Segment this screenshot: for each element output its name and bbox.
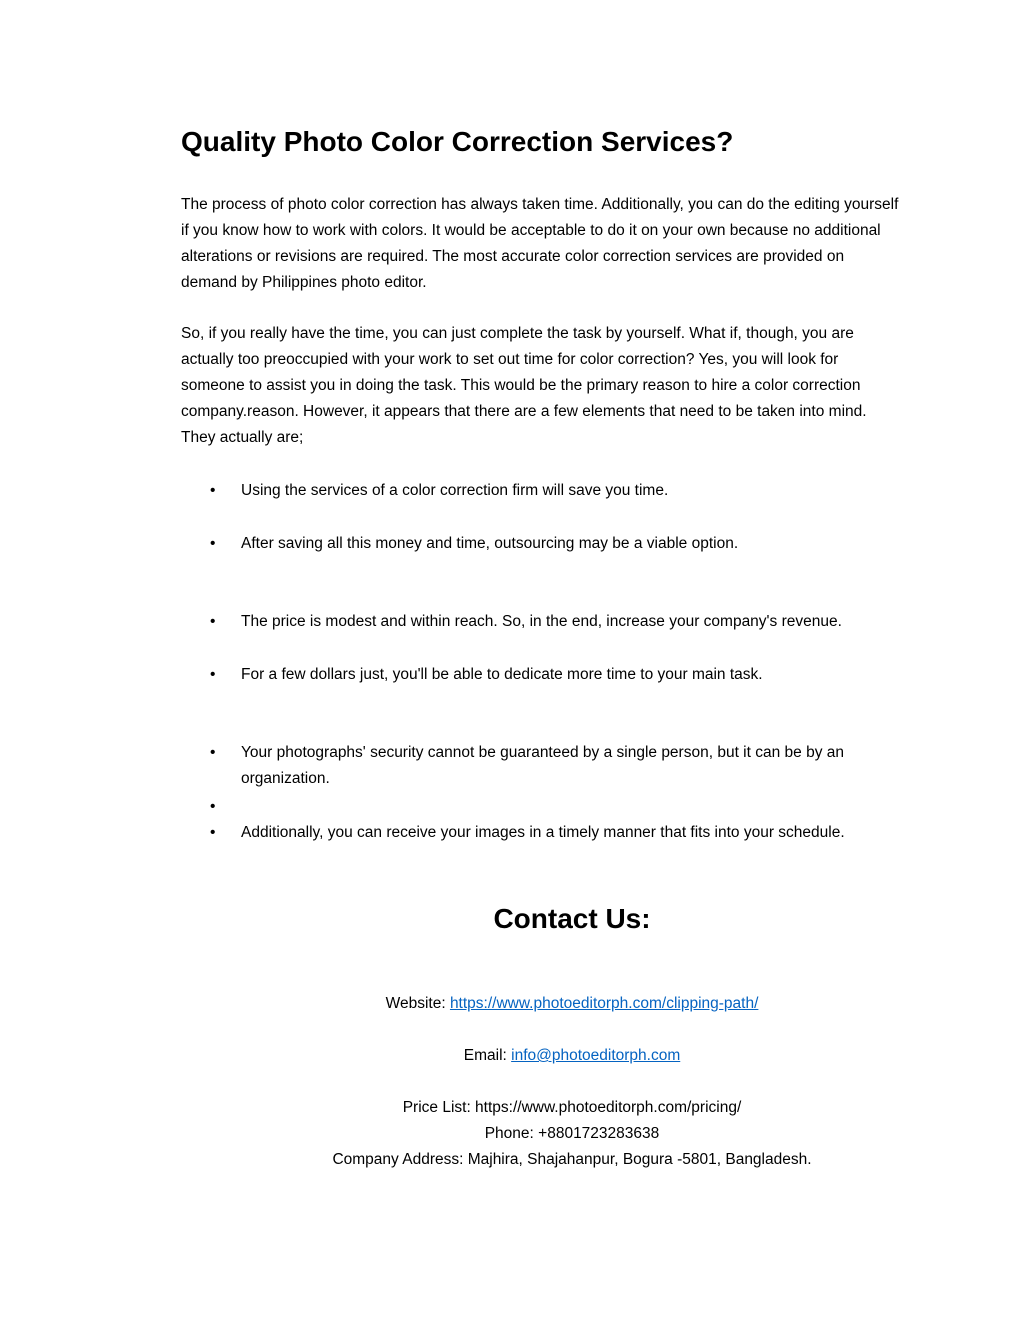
list-item-text: Additionally, you can receive your images in a timely manner that fits into your schedule. <box>241 824 845 841</box>
phone-line: Phone: +8801723283638 <box>484 1125 660 1142</box>
list-item-text: After saving all this money and time, outsourcing may be a viable option. <box>241 535 739 552</box>
bullet-icon: • <box>210 798 216 815</box>
bullet-icon: • <box>210 744 216 761</box>
website-link[interactable]: https://www.photoeditorph.com/clipping-path/ <box>449 995 759 1012</box>
contact-website-line <box>0 991 1024 1017</box>
contact-heading: Contact Us: <box>493 903 651 934</box>
contact-email-line <box>0 1043 1024 1069</box>
page-title: Quality Photo Color Correction Services? <box>181 126 734 157</box>
bullet-icon: • <box>210 666 216 683</box>
list-item-text: Your photographs' security cannot be guaranteed by a single person, but it can be by an organization. <box>241 744 844 787</box>
list-item-text: Using the services of a color correction firm will save you time. <box>241 482 669 499</box>
list-item-text: The price is modest and within reach. So, in the end, increase your company's revenue. <box>241 613 842 630</box>
list-item-text: For a few dollars just, you'll be able to dedicate more time to your main task. <box>241 666 763 683</box>
second-paragraph: So, if you really have the time, you can just complete the task by yourself. What if, though, you are actually too preoccupied with your work to set out time for color correction? Yes, you will look for someone to assist you in doing the task. This would be the primary reason to hire a color correction company.reason. However, it appears that there are a few elements that need to be taken into mind. They actually are; <box>181 325 867 446</box>
intro-paragraph: The process of photo color correction has always taken time. Additionally, you can do the editing yourself if you know how to work with colors. It would be acceptable to do it on your own because no additional alterations or revisions are required. The most accurate color correction services are provided on demand by Philippines photo editor. <box>181 196 899 291</box>
email-label: Email: <box>463 1047 512 1064</box>
price-list-line: Price List: https://www.photoeditorph.com/pricing/ <box>402 1099 742 1116</box>
bullet-icon: • <box>210 535 216 552</box>
email-link[interactable]: info@photoeditorph.com <box>511 1047 681 1064</box>
address-line: Company Address: Majhira, Shajahanpur, Bogura -5801, Bangladesh. <box>332 1151 812 1168</box>
website-label: Website: <box>385 995 450 1012</box>
bullet-icon: • <box>210 613 216 630</box>
bullet-icon: • <box>210 824 216 841</box>
bullet-icon: • <box>210 482 216 499</box>
